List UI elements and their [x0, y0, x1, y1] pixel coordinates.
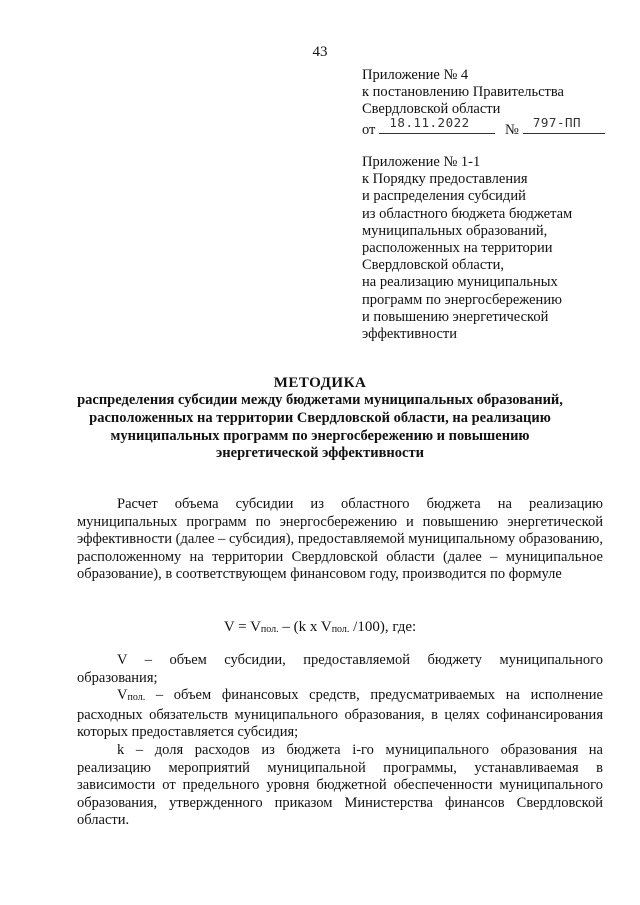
appendix-1-1-line: муниципальных образований,	[362, 222, 548, 239]
date-value: 18.11.2022	[389, 115, 470, 131]
definition-v-pol-symbol: V	[117, 687, 128, 704]
appendix-1-1-line: эффективности	[362, 326, 457, 343]
definition-v-pol	[77, 687, 603, 742]
definition-v: V – объем субсидии, предоставляемой бюджету муниципального образования;	[77, 652, 603, 686]
title-sub-line: распределения субсидии между бюджетами муниципальных образований,	[77, 392, 563, 408]
appendix-4-date-line	[362, 115, 605, 139]
appendix-1-1-line: программ по энергосбережению	[362, 291, 562, 308]
formula-v: V	[223, 619, 235, 635]
appendix-1-1-line: к Порядку предоставления	[362, 171, 528, 188]
formula-eq: = V	[234, 619, 261, 635]
formula-sub2: пол.	[331, 624, 350, 635]
appendix-4-line2: к постановлению Правительства	[362, 84, 564, 101]
from-label: от	[362, 121, 376, 138]
title-sub-line: расположенных на территории Свердловской области, на реализацию	[89, 409, 551, 426]
formula	[0, 619, 640, 636]
appendix-1-1-line: и распределения субсидий	[362, 188, 526, 205]
appendix-1-1-header	[362, 154, 572, 343]
appendix-1-1-line: расположенных на территории	[362, 240, 553, 257]
definition-v-pol-sub: пол.	[127, 692, 146, 704]
appendix-1-1-line: и повышению энергетической	[362, 308, 549, 325]
paragraph-calculation: Расчет объема субсидии из областного бюджета на реализацию муниципальных программ по энергосбережению и повышению энергетической эффективности (далее – субсидия), предоставляемой муниципальному образованию, расположенному на территории Свердловской области (далее – муниципальное образование), в соответствующем финансовом году, производится по формуле	[77, 496, 603, 583]
definition-v-pol-text: – объем финансовых средств, предусматриваемых на исполнение расходных обязательств муниципального образования, в целях софинансирования которых предоставляется субсидия;	[77, 687, 603, 741]
definitions	[77, 652, 603, 830]
number-field	[523, 115, 605, 134]
title-sub-line: муниципальных программ по энергосбережению и повышению	[110, 427, 530, 444]
appendix-4-line1: Приложение № 4	[362, 67, 469, 83]
appendix-1-1-line: на реализацию муниципальных	[362, 274, 558, 291]
number-label: №	[505, 121, 519, 138]
page-number: 43	[312, 44, 328, 60]
appendix-4-line3: Свердловской области	[362, 101, 501, 118]
appendix-4-header	[362, 67, 605, 139]
title-sub-line: энергетической эффективности	[216, 445, 424, 462]
formula-sub1: пол.	[260, 624, 279, 635]
formula-mid: – (k x V	[278, 619, 332, 635]
document-title	[60, 374, 580, 463]
appendix-1-1-line: Свердловской области,	[362, 257, 505, 274]
appendix-1-1-line: Приложение № 1-1	[362, 154, 481, 170]
title-main: МЕТОДИКА	[273, 375, 367, 391]
definition-k: k – доля расходов из бюджета i-го муниципального образования на реализацию мероприятий муниципальной программы, устанавливаемая в зависимости от предельного уровня бюджетной обеспеченности муниципального образования, утвержденного приказом Министерства финансов Свердловской области.	[77, 741, 603, 829]
formula-end: /100), где:	[349, 619, 417, 635]
date-field	[379, 115, 495, 134]
number-value: 797-ПП	[532, 115, 582, 131]
appendix-1-1-line: из областного бюджета бюджетам	[362, 205, 573, 222]
